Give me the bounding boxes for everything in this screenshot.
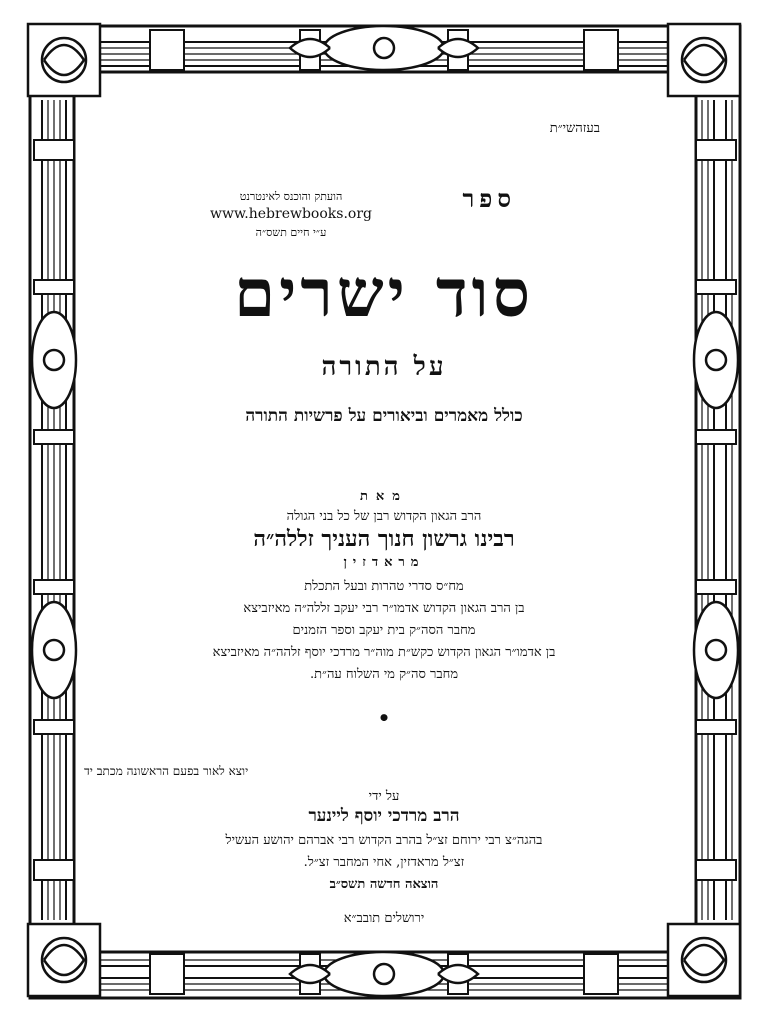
publication-line-5: הוצאה חדשה תשס״ב — [329, 877, 439, 892]
credit-line-4: בן אדמו״ר הגאון הקדוש כקש״ת מוה״ר מרדכי יוסף זלהה״ה מאיזביצא — [212, 645, 556, 660]
publication-line-2: על ידי — [368, 789, 400, 804]
scan-note-line1: הועתק והוכנס לאינטרנט — [239, 190, 343, 203]
credit-line-1: מח״ס סדרי טהרות ובעל התכלת — [304, 579, 464, 594]
city-year: ירושלים תובב״א — [343, 911, 425, 926]
scan-note-line3: ע״י חיים תשס״ה — [255, 226, 327, 239]
separator-dot: • — [377, 706, 391, 730]
publication-line-1: יוצא לאור בפעם הראשונה מכתב יד — [84, 764, 249, 778]
title-page — [84, 84, 684, 944]
by-label: מאת — [360, 489, 408, 504]
credit-line-5: מחבר סה״ק מי השלוח עה״ת. — [309, 667, 459, 682]
credit-line-2: בן הרב הגאון הקדוש אדמו״ר רבי יעקב זללה״ה מאיזביצא — [243, 601, 525, 616]
scan-note-url: www.hebrewbooks.org — [210, 206, 372, 222]
book-description: כולל מאמרים וביאורים על פרשיות התורה — [245, 406, 523, 426]
publication-line-3: בהגה״צ רבי ירוחם זצ״ל בהרב הקדוש רבי אברהם יהושע העשיל — [225, 833, 543, 848]
rav-line: הרב הגאון הקדוש רבן של כל בני הגולה — [286, 509, 482, 524]
author-place: מראדזין — [343, 555, 425, 570]
publication-line-4: זצ״ל מראדזין, אחי המחבר זצ״ל. — [303, 855, 465, 870]
book-subtitle: על התורה — [321, 352, 447, 382]
book-title: סוד ישרים — [233, 254, 535, 332]
sefer-word: ספר — [462, 184, 516, 213]
bsd-header: בעזהשי״ת — [549, 121, 600, 136]
author-name: רבינו גרשון חנוך העניך זללה״ה — [253, 526, 515, 552]
editor-name: הרב מרדכי יוסף ליינער — [308, 806, 460, 826]
credit-line-3: מחבר הסה״ק בית יעקב וספר הזמנים — [292, 623, 476, 638]
